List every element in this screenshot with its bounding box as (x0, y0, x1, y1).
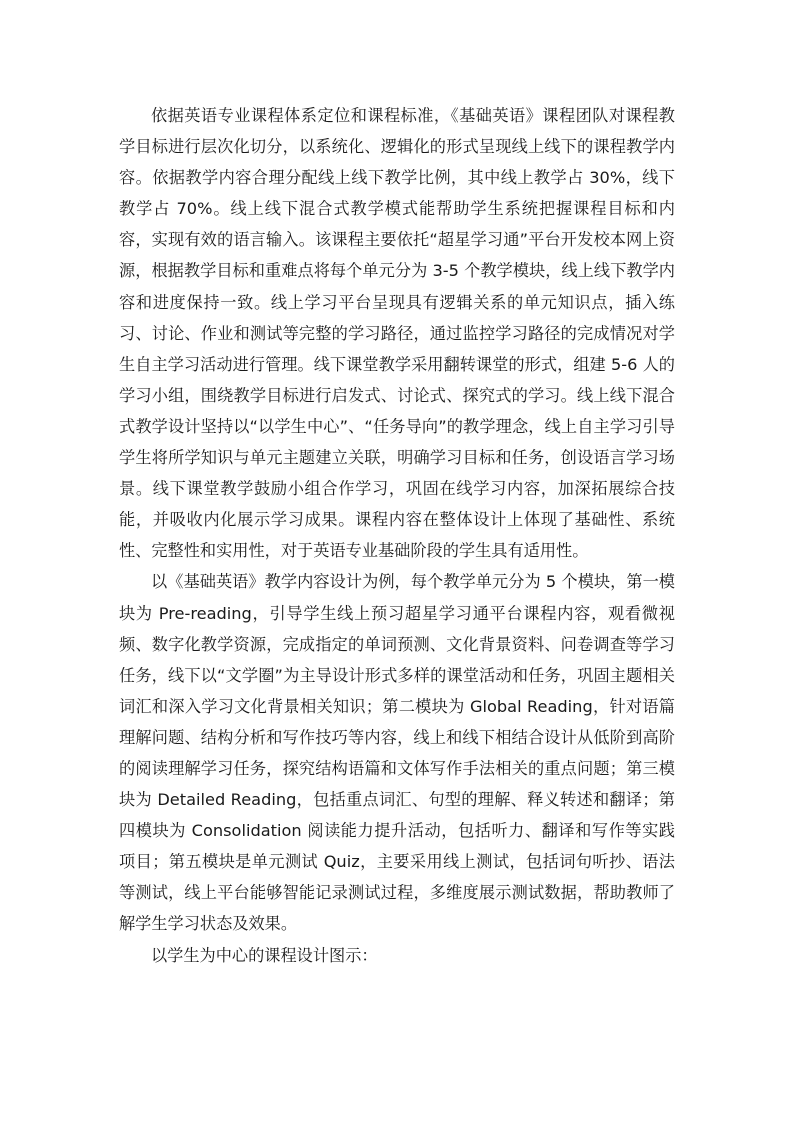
body-text (119, 100, 675, 971)
paragraph-module-example: 以《基础英语》教学内容设计为例，每个教学单元分为 5 个模块，第一模块为 Pre-reading，引导学生线上预习超星学习通平台课程内容，观看微视频、数字化教学资源，完成指定的单词预测、文化背景资料、问卷调查等学习任务，线下以“文学圈”为主导设计形式多样的课堂活动和任务，巩固主题相关词汇和深入学习文化背景相关知识；第二模块为 Global Reading，针对语篇理解问题、结构分析和写作技巧等内容，线上和线下相结合设计从低阶到高阶的阅读理解学习任务，探究结构语篇和文体写作手法相关的重点问题；第三模块为 Detailed Reading，包括重点词汇、句型的理解、释义转述和翻译；第四模块为 Consolidation 阅读能力提升活动，包括听力、翻译和写作等实践项目；第五模块是单元测试 Quiz，主要采用线上测试，包括词句听抄、语法等测试，线上平台能够智能记录测试过程，多维度展示测试数据，帮助教师了解学生学习状态及效果。 (119, 572, 675, 934)
paragraph-figure-caption: 以学生为中心的课程设计图示： (151, 945, 378, 965)
paragraph-course-design-overview: 依据英语专业课程体系定位和课程标准，《基础英语》课程团队对课程教学目标进行层次化切分，以系统化、逻辑化的形式呈现线上线下的课程教学内容。依据教学内容合理分配线上线下教学比例，其中线上教学占 30%，线下教学占 70%。线上线下混合式教学模式能帮助学生系统把握课程目标和内容，实现有效的语言输入。该课程主要依托“超星学习通”平台开发校本网上资源，根据教学目标和重难点将每个单元分为 3-5 个教学模块，线上线下教学内容和进度保持一致。线上学习平台呈现具有逻辑关系的单元知识点，插入练习、讨论、作业和测试等完整的学习路径，通过监控学习路径的完成情况对学生自主学习活动进行管理。线下课堂教学采用翻转课堂的形式，组建 5-6 人的学习小组，围绕教学目标进行启发式、讨论式、探究式的学习。线上线下混合式教学设计坚持以“以学生中心”、“任务导向”的教学理念，线上自主学习引导学生将所学知识与单元主题建立关联，明确学习目标和任务，创设语言学习场景。线下课堂教学鼓励小组合作学习，巩固在线学习内容，加深拓展综合技能，并吸收内化展示学习成果。课程内容在整体设计上体现了基础性、系统性、完整性和实用性，对于英语专业基础阶段的学生具有适用性。 (119, 106, 675, 561)
